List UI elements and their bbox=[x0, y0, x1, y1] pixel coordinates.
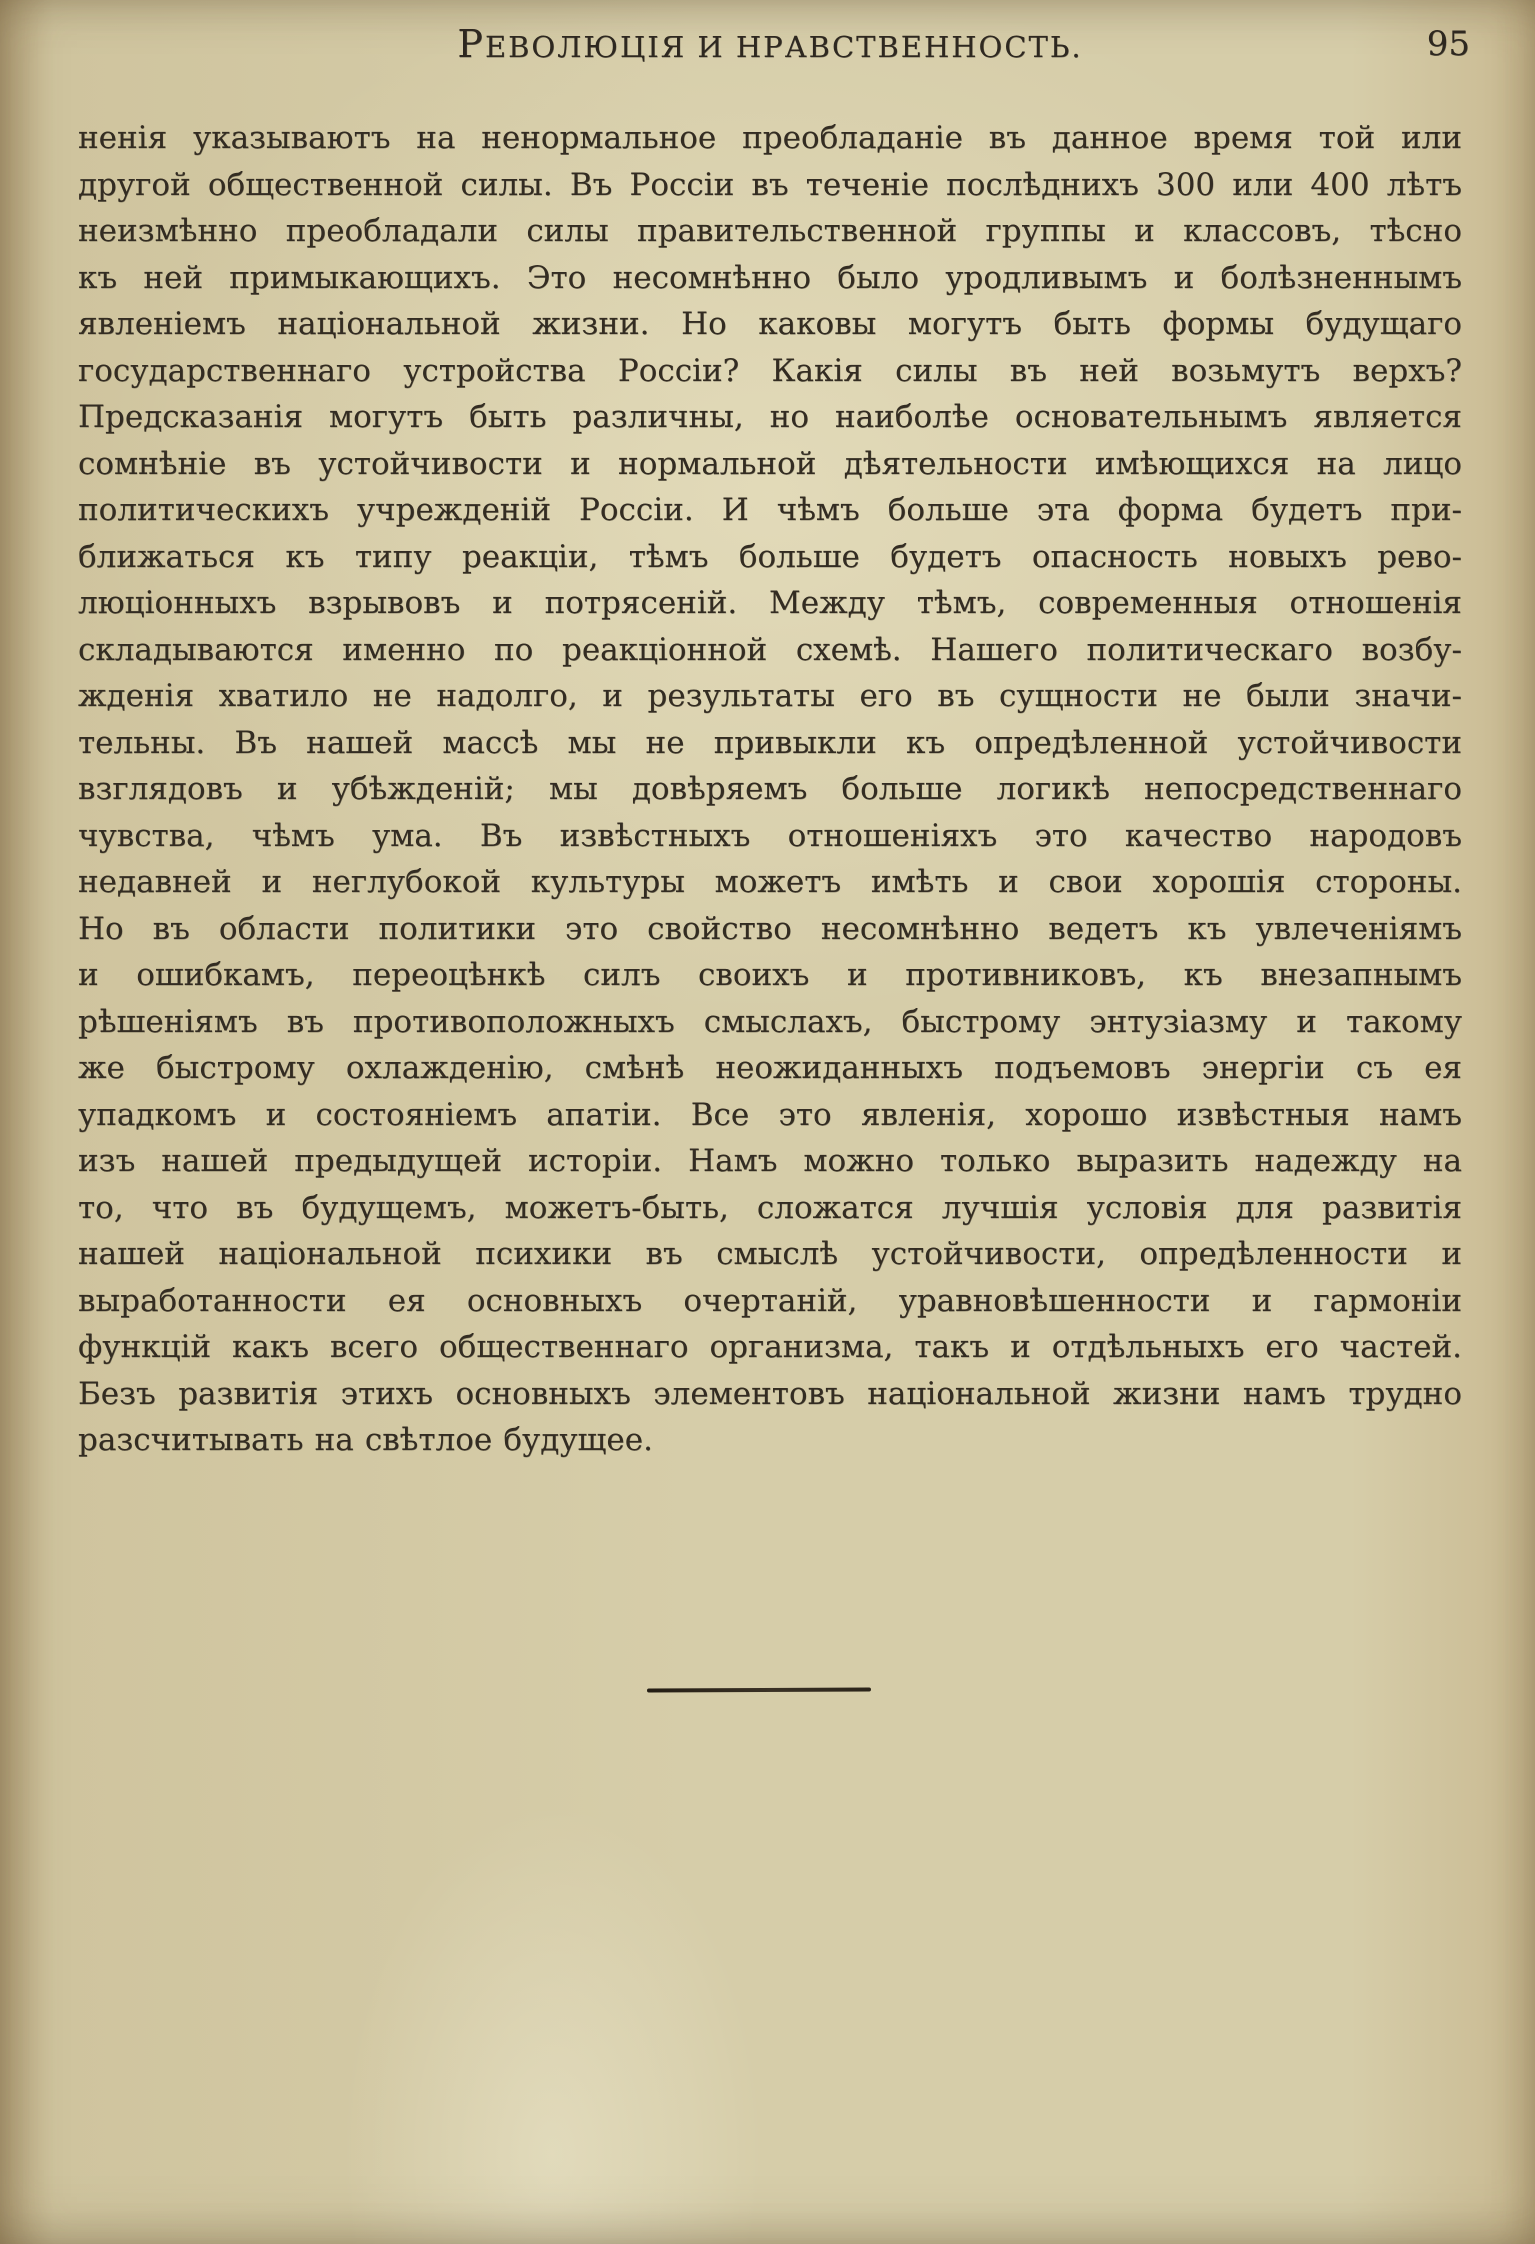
section-divider-rule bbox=[647, 1688, 871, 1693]
chapter-running-title: РЕВОЛЮЦІЯ И НРАВСТВЕННОСТЬ. bbox=[457, 22, 1083, 66]
body-text-line: политическихъ учрежденій Россіи. И чѣмъ больше эта форма будетъ при- bbox=[78, 492, 1462, 528]
body-text-line: нашей національной психики въ смыслѣ устойчивости, опредѣленности и bbox=[78, 1236, 1462, 1272]
running-head bbox=[78, 22, 1470, 70]
body-text-line: ближаться къ типу реакціи, тѣмъ больше будетъ опасность новыхъ рево- bbox=[78, 538, 1462, 575]
body-text-line: чувства, чѣмъ ума. Въ извѣстныхъ отношеніяхъ это качество народовъ bbox=[78, 817, 1462, 854]
body-text-line: же быстрому охлажденію, смѣнѣ неожиданныхъ подъемовъ энергіи съ ея bbox=[78, 1050, 1462, 1086]
body-text-line: государственнаго устройства Россіи? Какія силы въ ней возьмутъ верхъ? bbox=[78, 352, 1462, 389]
body-text-line: жденія хватило не надолго, и результаты его въ сущности не были значи- bbox=[78, 678, 1462, 714]
body-text-line: другой общественной силы. Въ Россіи въ теченіе послѣднихъ 300 или 400 лѣтъ bbox=[78, 166, 1462, 203]
body-text-line: тельны. Въ нашей массѣ мы не привыкли къ опредѣленной устойчивости bbox=[78, 724, 1462, 761]
body-text-line: неизмѣнно преобладали силы правительственной группы и классовъ, тѣсно bbox=[78, 213, 1462, 249]
body-text-line: изъ нашей предыдущей исторіи. Намъ можно только выразить надежду на bbox=[78, 1143, 1462, 1179]
body-text-line: и ошибкамъ, переоцѣнкѣ силъ своихъ и противниковъ, къ внезапнымъ bbox=[78, 957, 1462, 993]
page-number: 95 bbox=[1426, 24, 1470, 64]
body-text-line: явленіемъ національной жизни. Но каковы могутъ быть формы будущаго bbox=[78, 306, 1462, 342]
body-text-line: недавней и неглубокой культуры можетъ имѣть и свои хорошія стороны. bbox=[78, 864, 1462, 900]
body-text-line: Безъ развитія этихъ основныхъ элементовъ національной жизни намъ трудно bbox=[78, 1375, 1462, 1412]
body-text-block bbox=[78, 115, 1462, 1464]
body-text-line: Предсказанія могутъ быть различны, но наиболѣе основательнымъ является bbox=[78, 399, 1462, 435]
body-text-line: Но въ области политики это свойство несомнѣнно ведетъ къ увлеченіямъ bbox=[78, 910, 1462, 947]
body-text-line: то, что въ будущемъ, можетъ-быть, сложатся лучшія условія для развитія bbox=[78, 1189, 1462, 1226]
body-text-line: къ ней примыкающихъ. Это несомнѣнно было уродливымъ и болѣзненнымъ bbox=[78, 259, 1462, 296]
body-text-line: упадкомъ и состояніемъ апатіи. Все это явленія, хорошо извѣстныя намъ bbox=[78, 1096, 1462, 1133]
body-text-line: рѣшеніямъ въ противоположныхъ смыслахъ, быстрому энтузіазму и такому bbox=[78, 1003, 1462, 1040]
body-text-line: люціонныхъ взрывовъ и потрясеній. Между тѣмъ, современныя отношенія bbox=[78, 585, 1462, 621]
body-text-line: функцій какъ всего общественнаго организма, такъ и отдѣльныхъ его частей. bbox=[78, 1329, 1462, 1365]
body-text-line: взглядовъ и убѣжденій; мы довѣряемъ больше логикѣ непосредственнаго bbox=[78, 771, 1462, 807]
body-text-line: сомнѣніе въ устойчивости и нормальной дѣятельности имѣющихся на лицо bbox=[78, 445, 1462, 482]
body-text-line: разсчитывать на свѣтлое будущее. bbox=[78, 1422, 653, 1458]
body-text-line: складываются именно по реакціонной схемѣ. Нашего политическаго возбу- bbox=[78, 631, 1462, 668]
body-text-line: ненія указываютъ на ненормальное преобладаніе въ данное время той или bbox=[78, 120, 1462, 156]
body-text-line: выработанности ея основныхъ очертаній, уравновѣшенности и гармоніи bbox=[78, 1282, 1462, 1319]
